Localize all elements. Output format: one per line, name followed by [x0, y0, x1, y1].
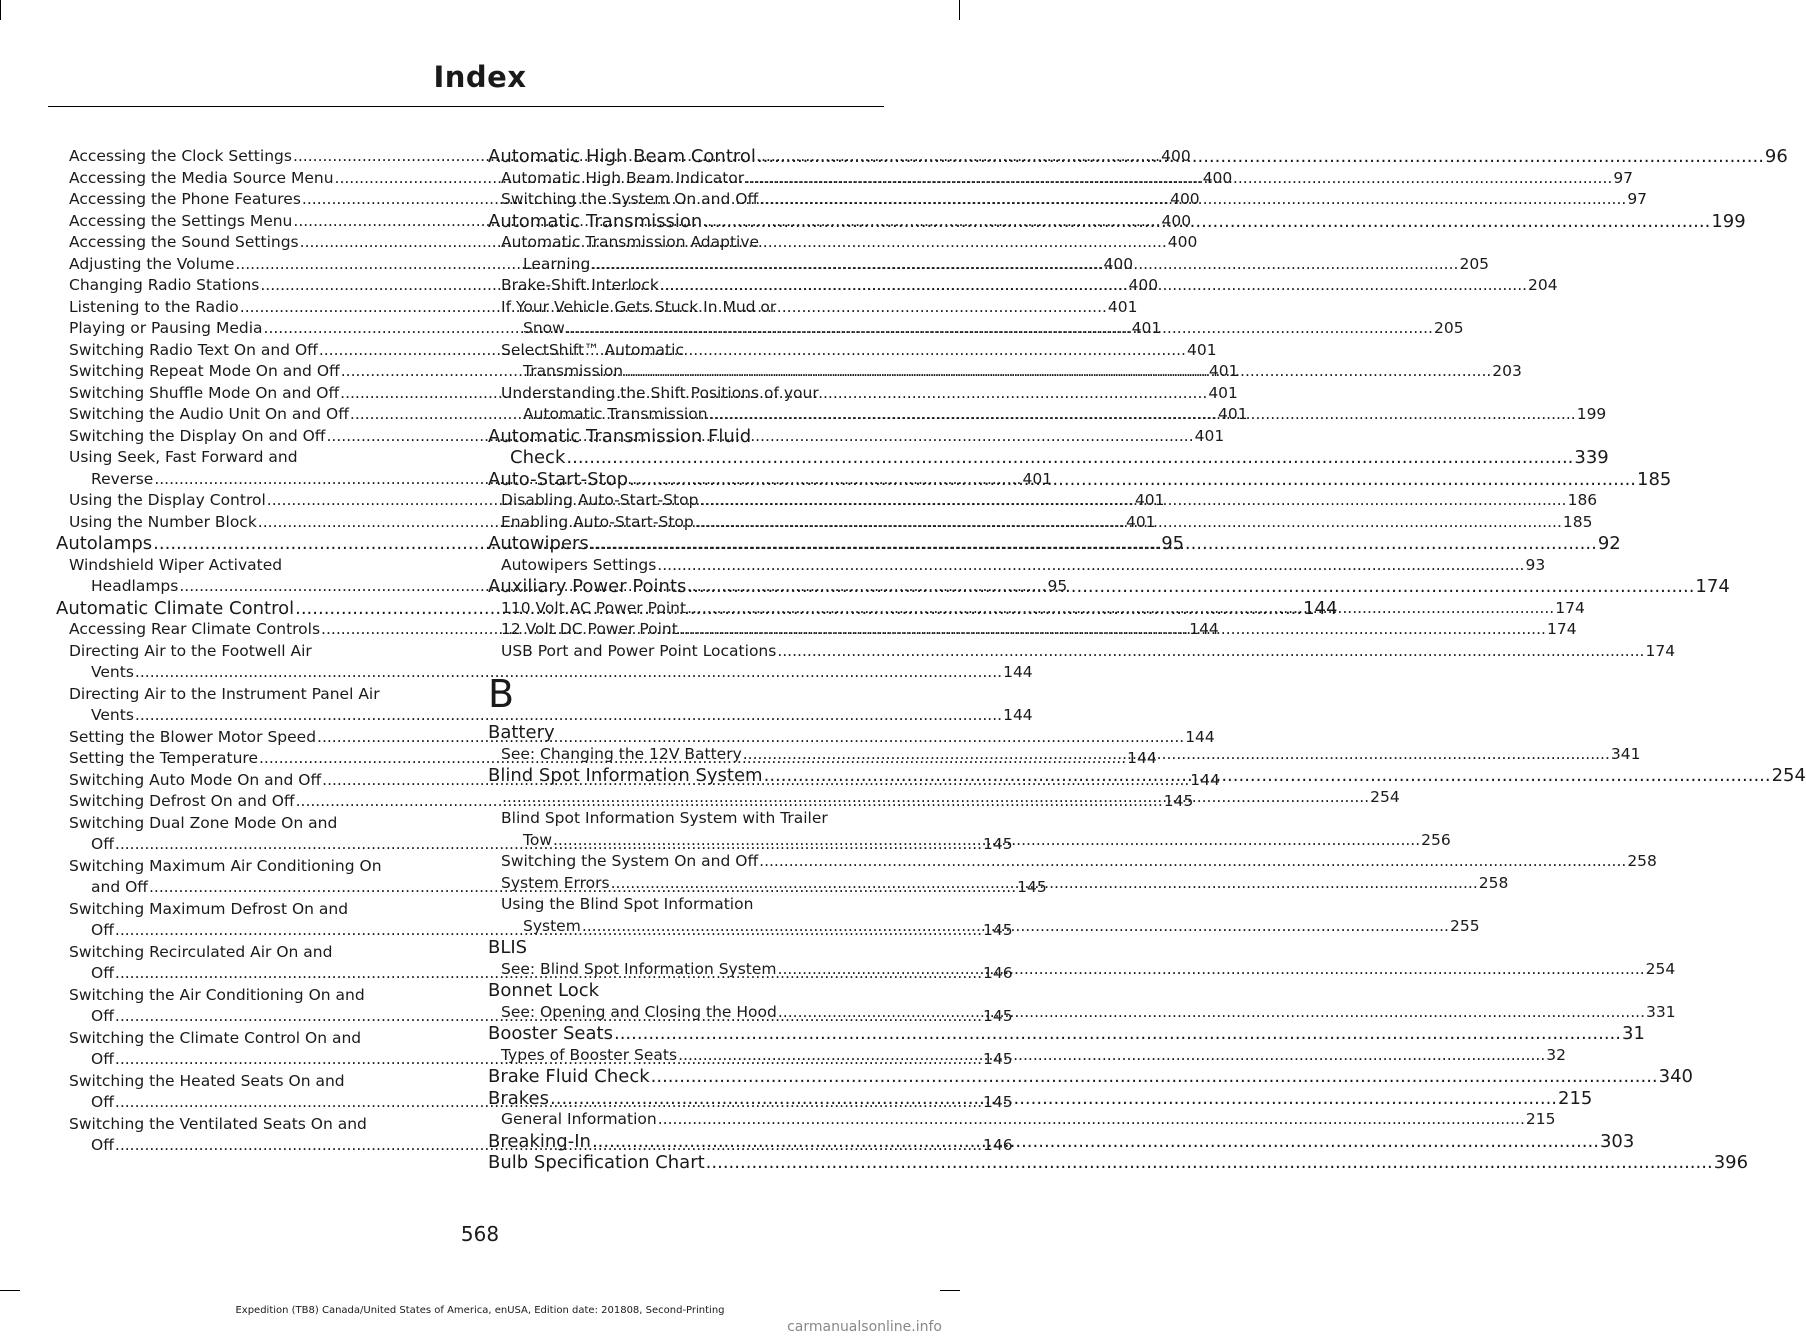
index-entry-page: 331: [1646, 1002, 1676, 1021]
dot-leader: [660, 275, 1527, 297]
index-entry-label: Switching Auto Mode On and Off: [69, 770, 322, 789]
index-entry-page: 144: [1189, 620, 1219, 638]
dot-leader: [757, 146, 1764, 168]
index-entry-label: Setting the Blower Motor Speed: [69, 727, 317, 746]
dot-leader: [624, 361, 1491, 383]
index-entry[interactable]: [56, 791, 1194, 813]
index-entry-page: 145: [1163, 792, 1194, 810]
index-entry-label: Learning: [523, 254, 591, 273]
dot-leader: [657, 555, 1524, 577]
index-entry[interactable]: [488, 555, 1546, 577]
dot-leader: [695, 512, 1562, 534]
index-entry-label: See: Changing the 12V Battery: [501, 744, 742, 763]
crop-mark-bottom-right: [940, 1290, 960, 1291]
index-entry-page: 401: [1208, 383, 1238, 402]
index-entry-page: 401: [1134, 491, 1165, 509]
dot-leader: [703, 211, 1710, 233]
index-entry-page: 92: [1597, 533, 1621, 554]
index-entry-page: 145: [1017, 878, 1047, 896]
index-entry-page: 144: [1303, 597, 1338, 619]
index-entry-page: 97: [1613, 168, 1634, 187]
index-entry-label: Brakes: [488, 1087, 550, 1109]
index-entry-label: Breaking-In: [488, 1130, 591, 1152]
index-entry-label: Setting the Temperature: [69, 749, 258, 767]
dot-leader: [709, 404, 1576, 426]
index-entry-page: 254: [1370, 787, 1400, 806]
dot-leader: [745, 168, 1612, 190]
index-entry-label: Listening to the Radio: [69, 297, 239, 316]
index-entry-label: 110 Volt AC Power Point: [501, 598, 687, 617]
index-entry-text: Using the Blind Spot Information: [501, 895, 754, 913]
index-entry-label: Transmission: [523, 362, 624, 380]
index-entry-page: 95: [1047, 577, 1068, 595]
index-entry-page: 145: [983, 1007, 1013, 1025]
dot-leader: [582, 916, 1449, 938]
index-entry-page: 95: [1161, 533, 1185, 554]
index-entry-page: 215: [1558, 1087, 1593, 1109]
index-entry-page: 144: [1185, 727, 1215, 746]
index-entry-label: Brake Fluid Check: [488, 1066, 650, 1087]
index-entry-page: 146: [983, 964, 1013, 982]
dot-leader: [759, 851, 1626, 873]
dot-leader: [658, 1109, 1525, 1131]
dot-leader: [678, 1045, 1545, 1067]
index-entry[interactable]: [488, 1066, 1694, 1088]
index-entry-page: 400: [1167, 233, 1198, 251]
index-entry[interactable]: [56, 662, 1033, 684]
index-entry-page: 97: [1627, 190, 1648, 208]
dot-leader: [679, 619, 1546, 641]
index-entry-label: Accessing Rear Climate Controls: [69, 620, 321, 638]
index-entry-label: Switching Defrost On and Off: [69, 792, 295, 810]
index-entry-page: 185: [1562, 512, 1593, 531]
index-entry-label: Auto-Start-Stop: [488, 468, 629, 490]
index-entry-text: Bonnet Lock: [488, 980, 600, 1001]
index-entry-page: 341: [1610, 744, 1641, 763]
index-entry-page: 93: [1525, 555, 1546, 574]
index-entry-page: 258: [1478, 873, 1509, 892]
footer-edition: Expedition (TB8) Canada/United States of America, enUSA, Edition date: 201808, Second-Printing: [235, 1305, 725, 1316]
index-entry-page: 145: [983, 1050, 1013, 1068]
index-entry-text: Switching the Air Conditioning On and: [69, 985, 365, 1004]
header-divider: [48, 106, 884, 107]
index-entry-label: USB Port and Power Point Locations: [501, 641, 777, 660]
index-entry-page: 215: [1525, 1110, 1556, 1128]
index-entry-page: 340: [1658, 1066, 1694, 1087]
index-entry-label: Accessing the Settings Menu: [69, 211, 293, 230]
index-entry[interactable]: [488, 447, 1609, 469]
index-entry-label: Reverse: [91, 469, 154, 488]
index-entry-label: Using the Display Control: [69, 491, 266, 509]
index-entry-page: 199: [1576, 405, 1607, 423]
index-entry-label: Auxiliary Power Points: [488, 576, 687, 597]
index-entry-page: 205: [1433, 319, 1464, 337]
index-entry-page: 144: [1003, 663, 1033, 681]
index-entry-label: System Errors: [501, 873, 610, 892]
index-entry-label: Switching the System On and Off: [501, 190, 759, 208]
index-entry[interactable]: [488, 1109, 1556, 1131]
index-entry-page: 174: [1546, 620, 1577, 638]
index-entry-label: Accessing the Sound Settings: [69, 233, 299, 251]
index-entry-label: See: Opening and Closing the Hood: [501, 1002, 777, 1021]
index-entry-page: 199: [1711, 210, 1746, 232]
index-entry-page: 401: [1208, 362, 1239, 380]
index-entry-page: 144: [1190, 770, 1220, 789]
index-entry-label: Automatic Transmission: [523, 405, 708, 423]
index-entry-label: Switching Shuffle Mode On and Off: [69, 383, 340, 402]
index-entry-label: Automatic Climate Control: [56, 597, 295, 619]
index-entry-page: 258: [1627, 852, 1657, 870]
index-entry-label: Automatic Transmission: [488, 210, 703, 232]
dot-leader: [611, 873, 1478, 895]
page-number: 568: [460, 1222, 500, 1246]
index-entry-label: Autolamps: [56, 533, 153, 554]
index-entry-label: Disabling Auto-Start-Stop: [501, 491, 699, 509]
index-entry[interactable]: [488, 1023, 1645, 1045]
index-entry-page: 146: [983, 1136, 1013, 1154]
index-entry-label: See: Blind Spot Information System: [501, 959, 777, 978]
index-entry-text: Automatic Transmission Adaptive: [501, 233, 760, 251]
index-entry[interactable]: [488, 641, 1676, 663]
index-entry[interactable]: [488, 851, 1657, 873]
index-entry-label: Off: [91, 1007, 114, 1025]
dot-leader: [614, 1023, 1621, 1045]
index-entry-page: 254: [1771, 765, 1806, 786]
index-entry-page: 185: [1637, 468, 1672, 490]
index-entry-page: 400: [1161, 147, 1191, 165]
index-entry-label: Accessing the Phone Features: [69, 190, 301, 208]
index-entry-text: BLIS: [488, 937, 528, 958]
dot-leader: [743, 744, 1610, 766]
index-entry-text: Switching Maximum Defrost On and: [69, 899, 349, 918]
index-entry-label: Blind Spot Information System: [488, 765, 763, 786]
index-entry-page: 256: [1421, 830, 1451, 849]
index-entry-label: Autowipers: [488, 533, 589, 554]
index-entry-label: Off: [91, 1050, 114, 1068]
index-entry-label: Vents: [91, 663, 134, 681]
index-entry-label: Automatic High Beam Control: [488, 146, 756, 167]
dot-leader: [778, 959, 1645, 981]
index-entry-page: 204: [1528, 276, 1558, 294]
index-entry-label: Off: [91, 1093, 114, 1111]
index-entry-page: 400: [1128, 276, 1159, 294]
index-entry-label: Switching Radio Text On and Off: [69, 340, 318, 359]
index-entry-page: 203: [1492, 362, 1522, 380]
dot-leader: [502, 787, 1369, 809]
index-entry-label: and Off: [91, 878, 148, 896]
dot-leader: [687, 576, 1694, 598]
index-entry-text: Battery: [488, 722, 555, 743]
index-entry-text: Switching the Heated Seats On and: [69, 1071, 345, 1090]
index-entry-page: 254: [1645, 959, 1676, 978]
index-entry-page: 396: [1713, 1152, 1749, 1173]
dot-leader: [592, 1131, 1599, 1153]
index-entry-text: Windshield Wiper Activated: [69, 555, 283, 574]
dot-leader: [699, 490, 1566, 512]
index-entry-label: Off: [91, 1136, 114, 1154]
index-entry-label: Adjusting the Volume: [69, 254, 235, 273]
index-entry[interactable]: [488, 1152, 1749, 1174]
index-entry-label: Automatic High Beam Indicator: [501, 168, 745, 187]
index-entry-page: 401: [1107, 297, 1138, 316]
index-entry-page: 400: [1202, 168, 1233, 187]
index-entry-label: Using the Number Block: [69, 512, 257, 531]
index-entry-label: Bulb Specification Chart: [488, 1152, 705, 1173]
index-entry-label: Switching the System On and Off: [501, 852, 759, 870]
crop-mark-top-left: [0, 0, 1, 20]
index-entry-text: If Your Vehicle Gets Stuck In Mud or: [501, 297, 777, 316]
index-entry-label: Tow: [523, 830, 552, 849]
index-entry-text: Switching Dual Zone Mode On and: [69, 813, 338, 832]
index-entry-page: 32: [1546, 1045, 1566, 1064]
dot-leader: [629, 469, 1636, 491]
index-entry-label: Off: [91, 921, 114, 939]
dot-leader: [759, 189, 1626, 211]
dot-leader: [764, 765, 1771, 787]
index-entry-page: 400: [1103, 254, 1134, 273]
index-entry-page: 145: [983, 1093, 1013, 1111]
index-entry-page: 205: [1459, 254, 1490, 273]
index-entry-page: 255: [1449, 916, 1480, 935]
index-entry-label: Booster Seats: [488, 1023, 613, 1044]
index-entry-label: Enabling Auto-Start-Stop: [501, 512, 694, 531]
index-entry-label: Off: [91, 835, 114, 853]
dot-leader: [566, 318, 1433, 340]
index-entry-label: Accessing the Clock Settings: [69, 147, 292, 165]
index-entry-label: Brake-Shift Interlock: [501, 276, 659, 294]
index-entry-text: Switching the Climate Control On and: [69, 1028, 362, 1047]
dot-leader: [651, 1066, 1658, 1088]
index-entry-page: 401: [1194, 426, 1225, 445]
index-entry-page: 145: [983, 835, 1013, 853]
section-letter: B: [488, 672, 515, 716]
index-entry-page: 186: [1567, 491, 1598, 509]
index-entry-label: Accessing the Media Source Menu: [69, 168, 334, 187]
index-entry-label: Changing Radio Stations: [69, 276, 260, 294]
index-entry-text: Using Seek, Fast Forward and: [69, 448, 298, 466]
index-entry-page: 174: [1695, 576, 1730, 597]
index-entry-text: Directing Air to the Footwell Air: [69, 641, 312, 660]
index-entry-text: Understanding the Shift Positions of your: [501, 383, 819, 402]
index-entry-label: Off: [91, 964, 114, 982]
index-entry-page: 144: [1127, 749, 1157, 767]
index-entry[interactable]: [56, 705, 1033, 727]
index-entry-text: Switching Maximum Air Conditioning On: [69, 856, 382, 875]
index-entry-label: Headlamps: [91, 577, 179, 595]
dot-leader: [777, 641, 1644, 663]
index-entry-page: 401: [1218, 405, 1248, 423]
index-entry-text: Directing Air to the Instrument Panel Air: [69, 684, 380, 703]
index-entry-page: 145: [983, 921, 1013, 939]
index-entry-page: 339: [1574, 447, 1609, 468]
index-entry-label: Types of Booster Seats: [501, 1045, 678, 1064]
index-entry-label: Check: [510, 447, 566, 468]
index-entry-text: Switching the Ventilated Seats On and: [69, 1114, 367, 1133]
index-entry-label: Snow: [523, 319, 565, 337]
index-entry-page: 96: [1764, 146, 1788, 167]
index-entry-page: 303: [1599, 1130, 1635, 1152]
index-entry-label: General Information: [501, 1110, 657, 1128]
index-entry-page: 144: [1003, 706, 1033, 724]
index-entry-label: Autowipers Settings: [501, 555, 657, 574]
index-entry-page: 401: [1125, 512, 1156, 531]
index-entry-page: 401: [1022, 469, 1053, 488]
dot-leader: [591, 254, 1458, 276]
dot-leader: [566, 447, 1573, 469]
dot-leader: [590, 533, 1597, 555]
index-entry-page: 31: [1622, 1023, 1645, 1044]
index-entry-page: 401: [1186, 340, 1217, 359]
index-entry-label: Vents: [91, 706, 134, 724]
dot-leader: [687, 598, 1554, 620]
footer-watermark: carmanualsonline.info: [787, 1319, 942, 1335]
index-entry-page: 400: [1161, 211, 1192, 230]
index-entry-label: Switching the Audio Unit On and Off: [69, 405, 349, 423]
crop-mark-top-right: [959, 0, 960, 20]
index-entry-text: Switching Recirculated Air On and: [69, 942, 333, 961]
index-entry-page: 400: [1170, 190, 1200, 208]
index-entry-page: 401: [1131, 319, 1162, 337]
index-entry-label: Switching the Display On and Off: [69, 426, 326, 445]
index-entry-text: Blind Spot Information System with Trailer: [501, 809, 828, 827]
index-entry-page: 174: [1645, 641, 1676, 660]
dot-leader: [706, 1152, 1713, 1174]
dot-leader: [550, 1088, 1557, 1110]
index-entry-text: SelectShift™ Automatic: [501, 340, 684, 359]
dot-leader: [778, 1002, 1645, 1024]
index-entry-label: 12 Volt DC Power Point: [501, 620, 678, 638]
index-entry-text: Automatic Transmission Fluid: [488, 425, 752, 447]
dot-leader: [553, 830, 1420, 852]
index-entry-label: Playing or Pausing Media: [69, 319, 263, 337]
index-entry-label: System: [523, 916, 581, 935]
crop-mark-bottom-left: [0, 1290, 20, 1291]
index-entry-page: 174: [1555, 598, 1585, 617]
page-title: Index: [433, 60, 527, 94]
index-entry-label: Switching Repeat Mode On and Off: [69, 362, 340, 380]
